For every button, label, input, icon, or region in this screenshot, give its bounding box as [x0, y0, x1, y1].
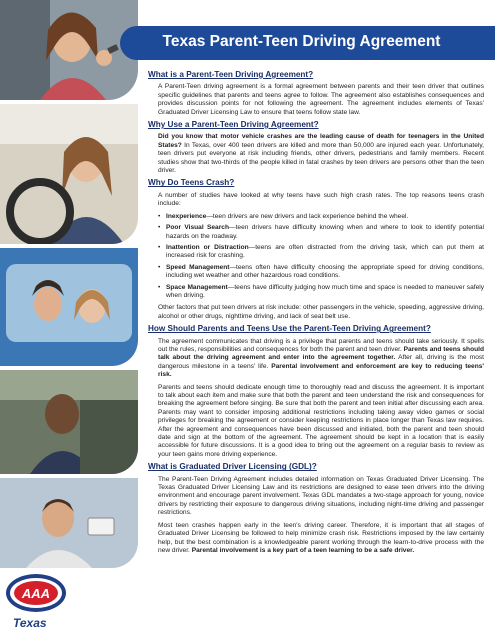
- section-paragraph: [158, 192, 484, 209]
- list-item-text: —teens have difficulty judging how much time and space is needed to maneuver safely when driving.: [166, 283, 484, 299]
- list-item-term: Speed Management: [166, 263, 230, 271]
- list-item: [158, 284, 484, 301]
- section-heading: Why Do Teens Crash?: [148, 178, 235, 188]
- body-text: A number of studies have looked at why teens have such high crash rates. The top reasons teens crash include:: [158, 191, 484, 208]
- list-item-term: Poor Visual Search: [166, 224, 229, 232]
- aaa-texas-logo: [4, 572, 68, 636]
- section-heading: What is a Parent-Teen Driving Agreement?: [148, 70, 314, 79]
- list-item-term: Space Management: [166, 283, 228, 291]
- section-paragraph: [158, 133, 484, 175]
- reasons-list: [158, 213, 484, 301]
- document-body: [148, 68, 484, 559]
- section: [148, 325, 484, 459]
- section-heading: Why Use a Parent-Teen Driving Agreement?: [148, 120, 319, 130]
- list-item-term: Inexperience: [166, 212, 207, 220]
- emphasis-text: Parental involvement and enforcement are key to reducing teens' risk.: [158, 362, 484, 379]
- list-item-text: —teen drivers are new drivers and lack experience behind the wheel.: [206, 212, 409, 220]
- section: [148, 121, 484, 175]
- section: [148, 463, 484, 555]
- list-item-term: Inattention or Distraction: [166, 243, 249, 251]
- emphasis-text: Parental involvement is a key part of a teen learning to be a safe driver.: [191, 546, 415, 554]
- body-text: In Texas, over 400 teen drivers are killed and more than 50,000 are injured each year. Unfortunately, teen drivers put everyone at risk including friends, other drivers, pedestrians and family members. Recent studies show that two-thirds of the people killed in fatal crashes by teen drivers are persons other than the teen driver.: [158, 141, 484, 175]
- list-item-text: —teen drivers have difficulty knowing when and where to look to identify potential hazards on the roadway.: [166, 224, 484, 240]
- section: [148, 71, 484, 117]
- logo-brand-text: AAA: [21, 586, 51, 601]
- section-paragraph: [158, 338, 484, 380]
- photo-teen-boy-in-car: [0, 370, 138, 474]
- body-text: Parents and teens should dedicate enough time to thoroughly read and discuss the agreement. It is important to talk about each item and make sure that both the parent and teen understand the risk and consequences for breaking the agreement before singing. Be sure that both the parent and teen initial after discussing each area. Parents may want to consider imposing additional restrictions including taking away video games or social privileges for breaking the agreement or consider keeping restrictions in place longer than Texas law requires. After the agreement and consequences have been discussed and initialed, both the parent and teen should date and sign at the bottom of the agreement. The agreement should be kept in a location that is easily accessible for future discussions. It is a good idea to bring out the agreement on a regular basis to review as your teen gains more driving experience.: [158, 383, 484, 458]
- body-text: The Parent-Teen Driving Agreement includes detailed information on Texas Graduated Driver Licensing. The Texas Graduated Driver Licensing Law and its restrictions are designed to ease teen drivers into the driving environment and encourage parent involvement. Texas GDL mandates a two-stage approach for young, novice drivers by restricting their exposure to dangerous driving situations, including night-time driving and passenger restrictions.: [158, 475, 484, 517]
- list-item-text: —teens often have difficulty choosing the appropriate speed for driving conditions, including wet weather and other hazardous road conditions.: [166, 263, 484, 280]
- list-item: [158, 264, 484, 281]
- emphasis-text: Parents and teens should talk about the driving agreement and enter into the agreement together.: [158, 345, 484, 362]
- section: [148, 179, 484, 321]
- body-text: After all, driving is the most dangerous milestone in a teens' life.: [158, 354, 485, 370]
- section-heading: What is Graduated Driver Licensing (GDL)?: [148, 462, 317, 472]
- title-banner: [120, 26, 495, 60]
- body-text: Other factors that put teen drivers at risk include: other passengers in the vehicle, speeding, aggressive driving, alcohol or other drugs, nighttime driving, and lack of seat belt use.: [158, 304, 484, 320]
- photo-teen-driving: [0, 104, 138, 244]
- list-item: [158, 244, 484, 261]
- photo-teen-with-keys: [0, 0, 138, 100]
- body-text: Most teen crashes happen early in the teen's driving career. Therefore, it is important that all stages of Graduated Driver Licensing be followed to help minimize crash risk. Restrictions imposed by the law certainly help, but the best combination is a knowledgeable parent working through the learn-to-drive process with the new driver.: [158, 521, 484, 554]
- list-item: [158, 213, 484, 221]
- list-item-text: —teens are often distracted from the driving task, which can put them at increased risk for crashing.: [166, 243, 484, 260]
- page-title: Texas Parent-Teen Driving Agreement: [162, 33, 441, 50]
- photo-teen-with-license: [0, 478, 138, 568]
- list-item: [158, 224, 484, 241]
- section-paragraph: [158, 304, 484, 321]
- body-text: The agreement communicates that driving is a privilege that parents and teens should take seriously. It spells out the rules, responsibilities and consequences for both the parent and teen driver.: [158, 337, 484, 353]
- emphasis-text: Did you know that motor vehicle crashes are the leading cause of death for teenagers in the United States?: [158, 133, 484, 149]
- section-paragraph: [158, 384, 484, 460]
- photo-column: [0, 0, 140, 640]
- photo-parent-and-teen: [0, 248, 138, 366]
- logo-region-text: Texas: [13, 616, 47, 630]
- section-paragraph: [158, 83, 484, 117]
- body-text: A Parent-Teen driving agreement is a formal agreement between parents and their teen driver that outlines specific guidelines that parents and teens agree to follow. The agreement also establishes consequences and provides discussion points for not following the agreement. The agreement includes elements of Texas' Graduated Driver Licensing Law to ensure that teens follow state law.: [158, 83, 484, 116]
- section-paragraph: [158, 476, 484, 518]
- section-heading: How Should Parents and Teens Use the Parent-Teen Driving Agreement?: [148, 324, 431, 334]
- section-paragraph: [158, 522, 484, 556]
